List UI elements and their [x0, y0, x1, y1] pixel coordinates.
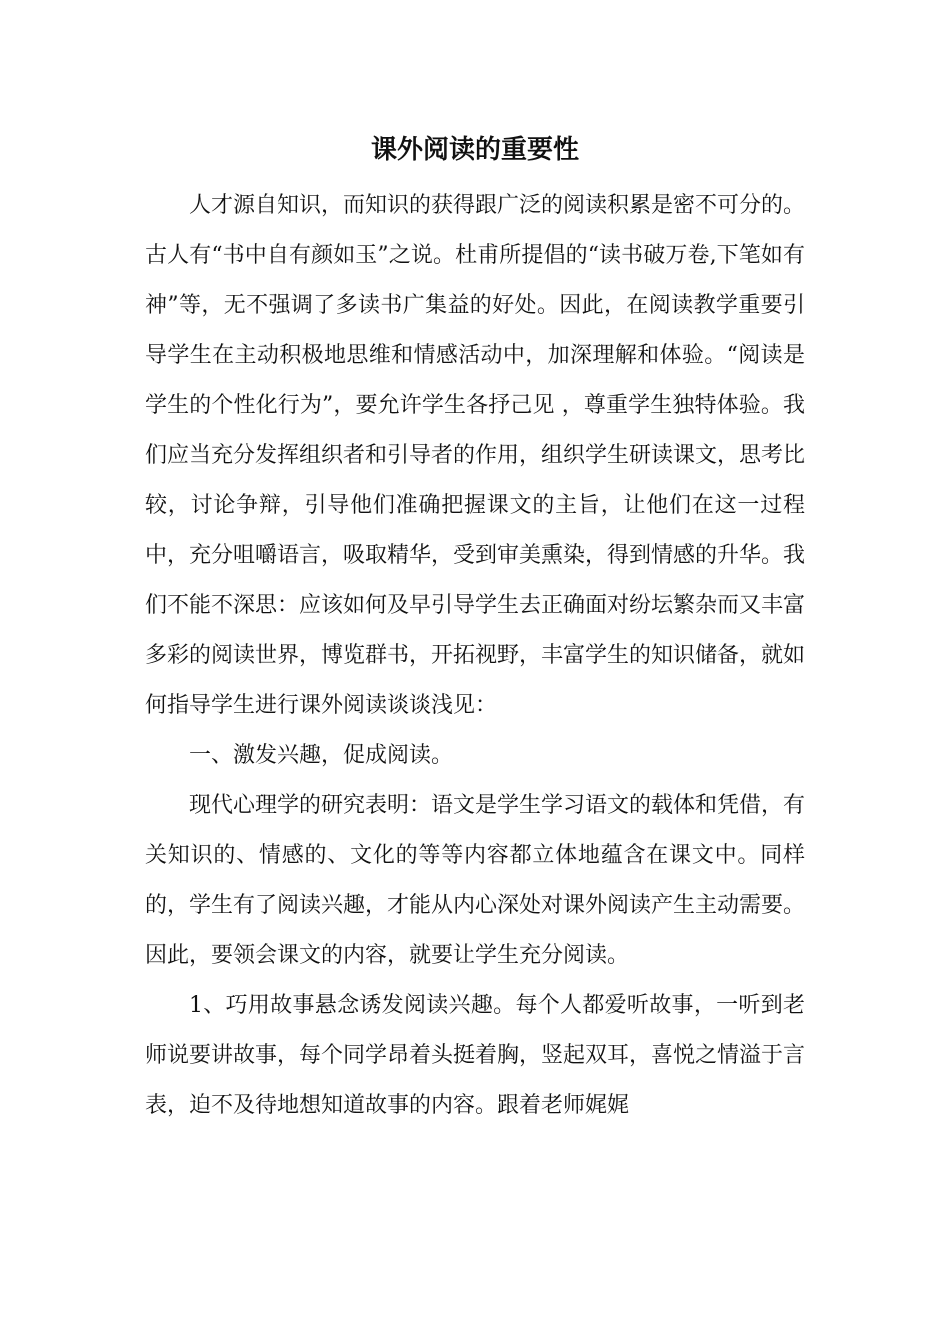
- paragraph-item-1: 1、巧用故事悬念诱发阅读兴趣。每个人都爱听故事，一听到老师说要讲故事，每个同学昂着头挺着胸，竖起双耳，喜悦之情溢于言表，迫不及待地想知道故事的内容。跟着老师娓娓: [145, 993, 806, 1118]
- paragraph-section-1: 现代心理学的研究表明：语文是学生学习语文的载体和凭借，有关知识的、情感的、文化的等等内容都立体地蕴含在课文中。同样的，学生有了阅读兴趣，才能从内心深处对课外阅读产生主动需要。因此，要领会课文的内容，就要让学生充分阅读。: [145, 793, 806, 968]
- document-body: [145, 181, 805, 1131]
- document-title: 课外阅读的重要性: [370, 135, 579, 165]
- paragraph-intro: 人才源自知识，而知识的获得跟广泛的阅读积累是密不可分的。古人有“书中自有颜如玉”之说。杜甫所提倡的“读书破万卷,下笔如有神”等，无不强调了多读书广集益的好处。因此，在阅读教学重要引导学生在主动积极地思维和情感活动中，加深理解和体验。“阅读是学生的个性化行为”，要允许学生各抒己见 ，尊重学生独特体验。我们应当充分发挥组织者和引导者的作用，组织学生研读课文，思考比较，讨论争辩，引导他们准确把握课文的主旨，让他们在这一过程中，充分咀嚼语言，吸取精华，受到审美熏染，得到情感的升华。我们不能不深思：应该如何及早引导学生去正确面对纷坛繁杂而又丰富多彩的阅读世界，博览群书，开拓视野，丰富学生的知识储备，就如何指导学生进行课外阅读谈谈浅见：: [145, 193, 806, 718]
- section-heading-1: 一、激发兴趣，促成阅读。: [189, 743, 454, 768]
